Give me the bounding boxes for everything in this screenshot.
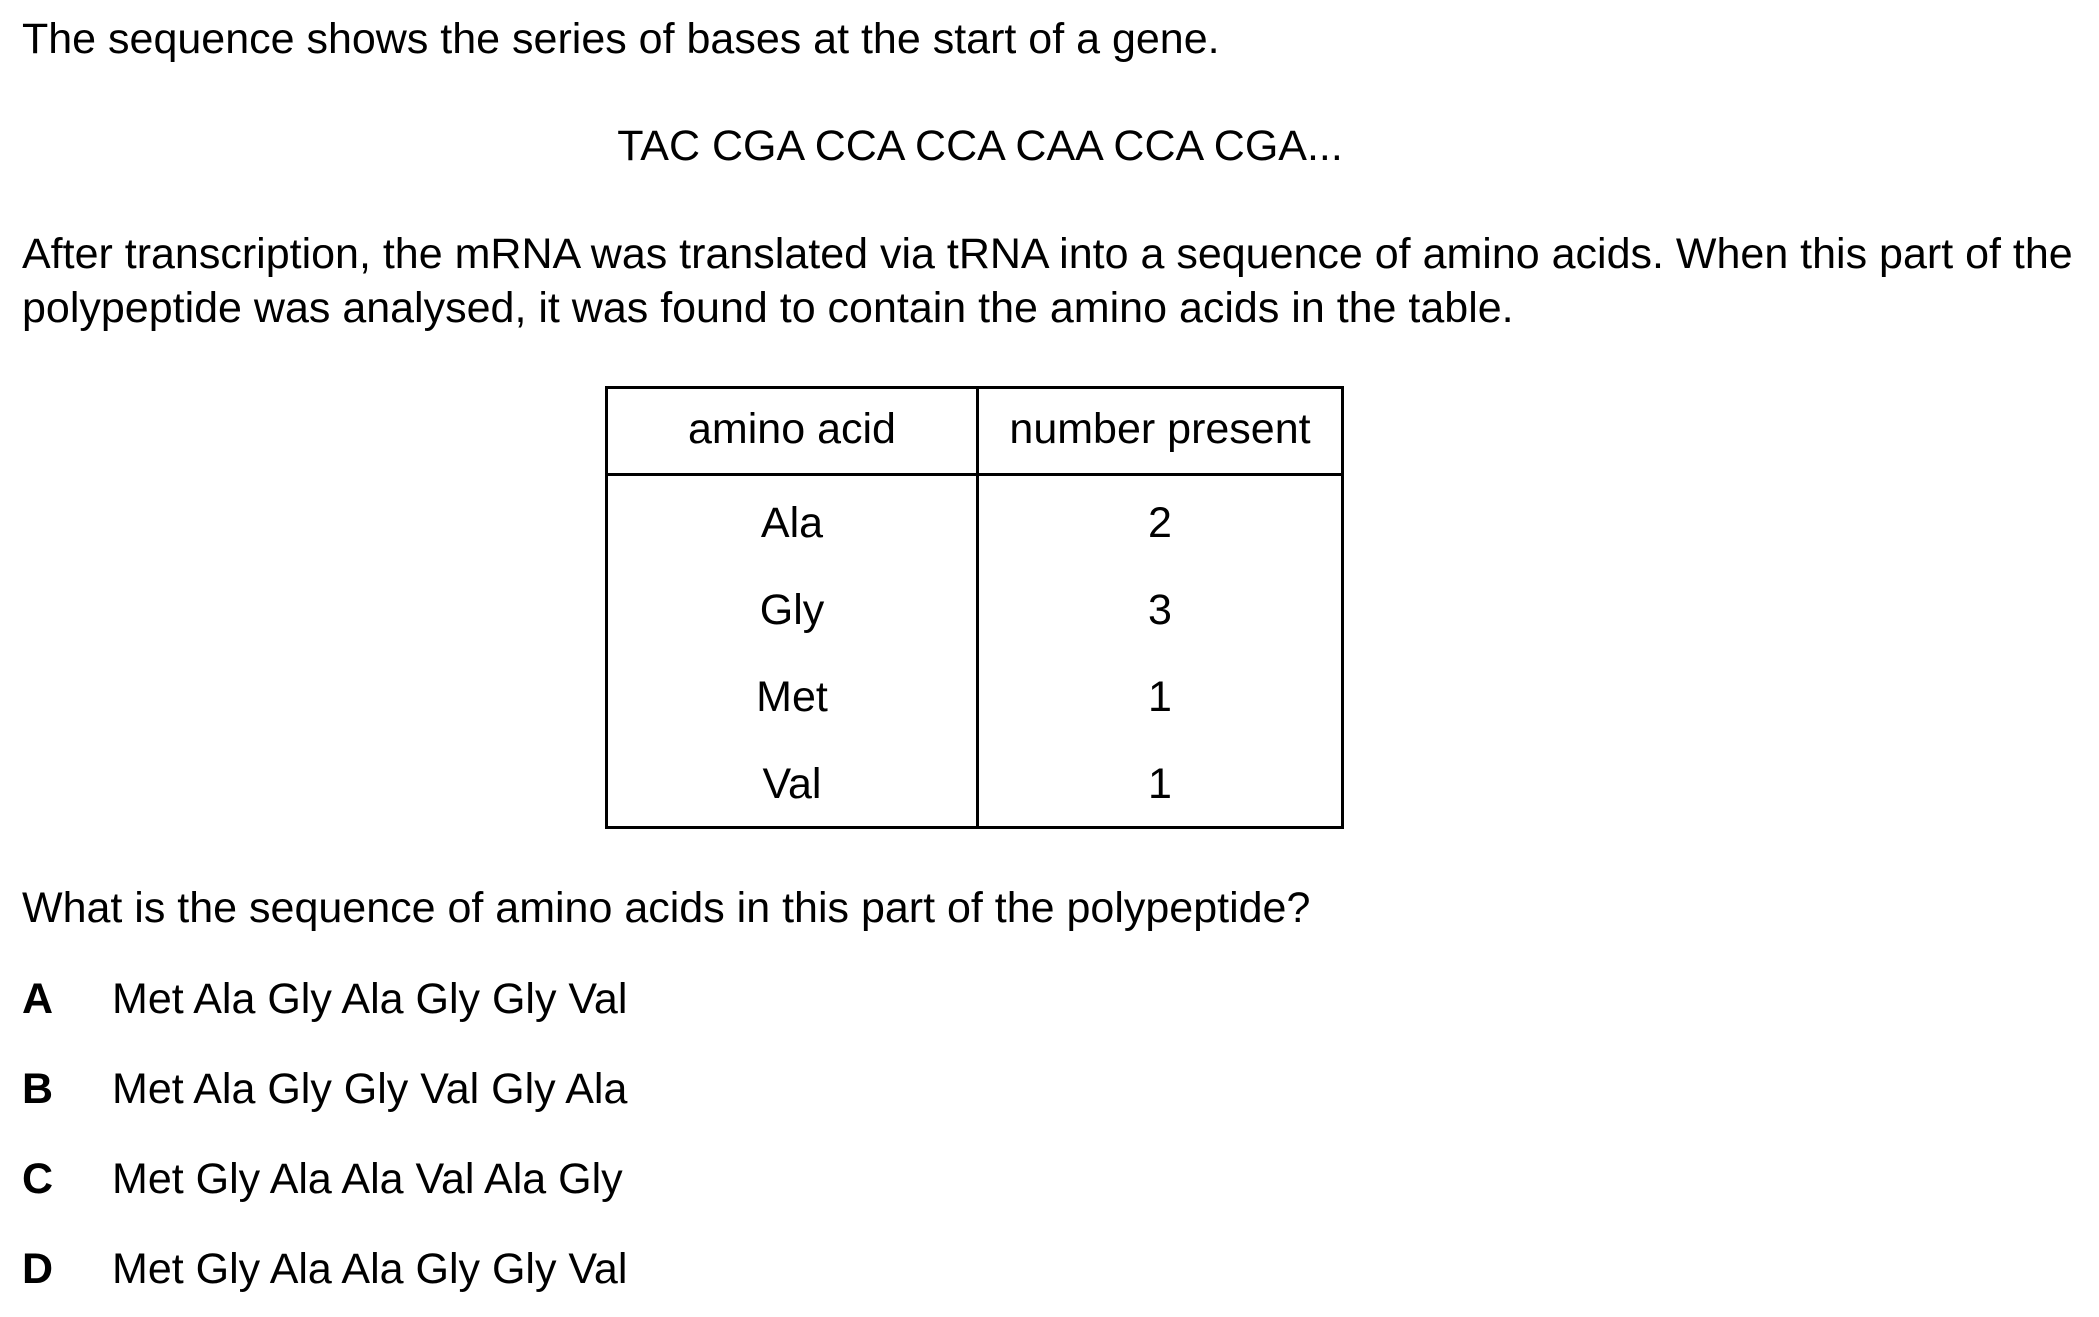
table-header-divider [608,473,1341,476]
table-cell-number: 1 [1148,673,1172,721]
table-cell-amino-acid: Gly [759,586,825,634]
table-header-number-present: number present [1009,405,1311,453]
table-cell-amino-acid: Met [756,673,828,721]
option-b[interactable] [22,1064,627,1116]
amino-acid-table [605,386,1344,829]
question-text: What is the sequence of amino acids in this part of the polypeptide? [22,884,1311,932]
option-text: Met Ala Gly Ala Gly Gly Val [112,975,628,1023]
table-cell-number: 2 [1148,499,1172,547]
table-cell-amino-acid: Ala [760,499,824,547]
table-cell-number: 1 [1148,760,1172,808]
option-text: Met Gly Ala Ala Val Ala Gly [112,1155,623,1203]
option-letter: A [22,975,54,1023]
table-cell-amino-acid: Val [762,760,822,808]
table-header-amino-acid: amino acid [688,405,896,453]
option-text: Met Ala Gly Gly Val Gly Ala [112,1065,628,1113]
option-letter: C [22,1155,54,1203]
option-letter: B [22,1065,54,1113]
option-a[interactable] [22,974,627,1026]
option-c[interactable] [22,1154,623,1206]
option-text: Met Gly Ala Ala Gly Gly Val [112,1245,628,1293]
option-letter: D [22,1245,54,1293]
table-cell-number: 3 [1148,586,1172,634]
intro-text: The sequence shows the series of bases at the start of a gene. [22,15,1220,63]
option-d[interactable] [22,1244,627,1296]
description-paragraph: After transcription, the mRNA was translated via tRNA into a sequence of amino acids. When this part of the polypeptide was analysed, it was found to contain the amino acids in the table. [22,230,2073,332]
dna-sequence: TAC CGA CCA CCA CAA CCA CGA... [617,122,1343,170]
